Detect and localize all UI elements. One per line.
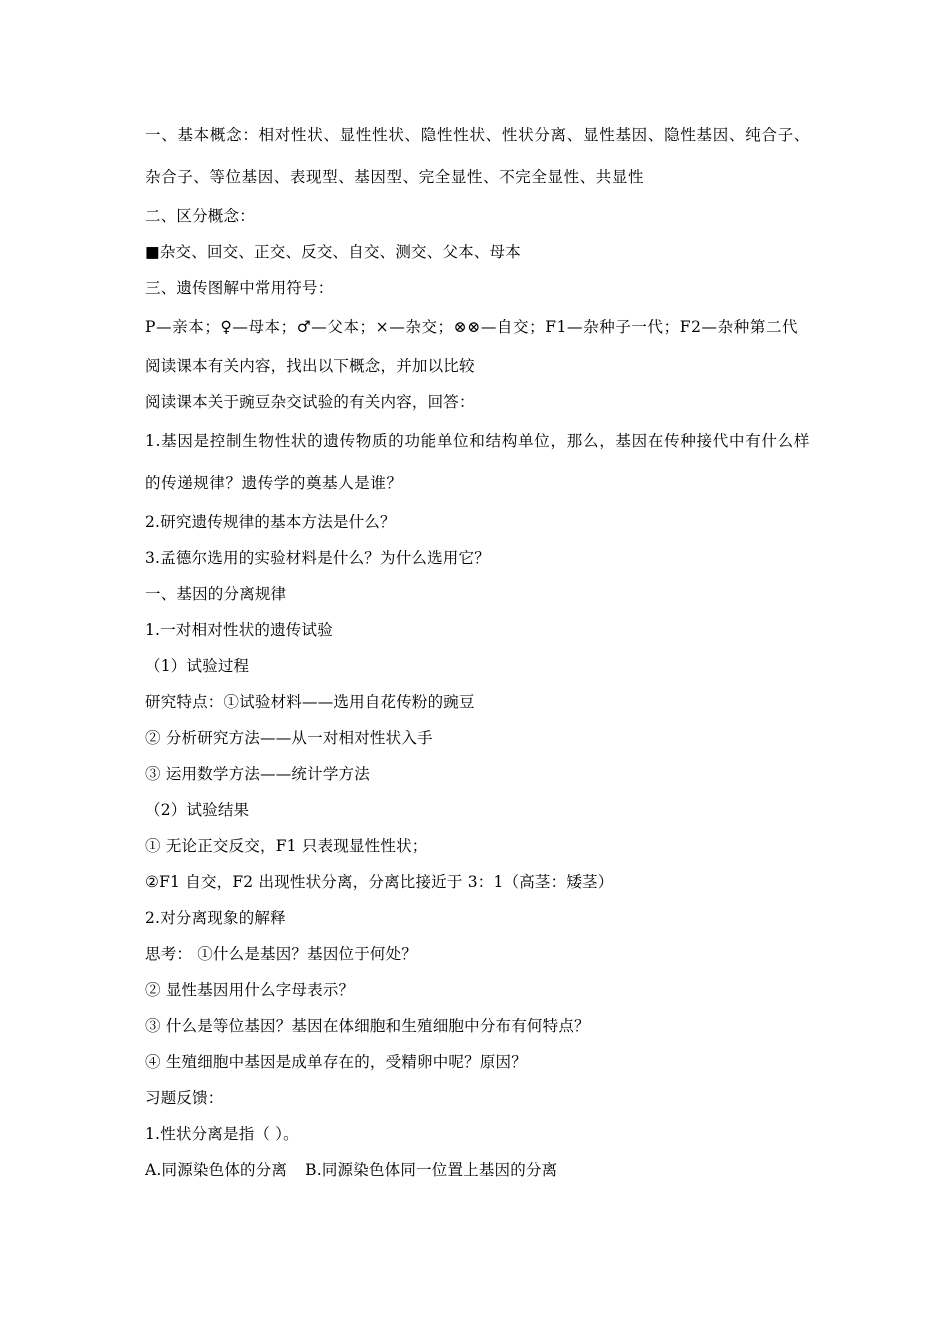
think-question-1: 思考： ①什么是基因？基因位于何处？ <box>145 945 418 963</box>
question-3: 3.孟德尔选用的实验材料是什么？为什么选用它？ <box>145 549 490 567</box>
question-2: 2.研究遗传规律的基本方法是什么？ <box>145 513 396 531</box>
result-1: ① 无论正交反交，F1 只表现显性性状； <box>145 837 428 855</box>
subsection-explanation: 2.对分离现象的解释 <box>145 909 286 927</box>
heading-distinguish-concepts: 二、区分概念： <box>145 207 255 225</box>
reading-instruction-2: 阅读课本关于豌豆杂交试验的有关内容，回答： <box>145 393 475 411</box>
exercise-options <box>145 1152 810 1188</box>
option-b: B.同源染色体同一位置上基因的分离 <box>305 1161 558 1179</box>
think-question-4: ④ 生殖细胞中基因是成单存在的，受精卵中呢？原因？ <box>145 1053 527 1071</box>
exercise-question-1: 1.性状分离是指（ ）。 <box>145 1125 299 1143</box>
think-question-2: ② 显性基因用什么字母表示？ <box>145 981 355 999</box>
think-question-3: ③ 什么是等位基因？基因在体细胞和生殖细胞中分布有何特点？ <box>145 1017 590 1035</box>
experiment-process: （1）试验过程 <box>145 657 250 675</box>
result-2: ②F1 自交，F2 出现性状分离，分离比接近于 3：1（高茎：矮茎） <box>145 873 614 891</box>
heading-genetic-symbols: 三、遗传图解中常用符号： <box>145 279 334 297</box>
document-page <box>145 118 810 1188</box>
paragraph-genetic-symbols: P—亲本；♀—母本；♂—父本；×—杂交；⊗⊗—自交；F1—杂种子一代；F2—杂种第二代 <box>145 318 799 336</box>
option-a: A.同源染色体的分离 <box>145 1161 288 1179</box>
exercise-heading: 习题反馈： <box>145 1089 224 1107</box>
reading-instruction-1: 阅读课本有关内容，找出以下概念，并加以比较 <box>145 357 475 375</box>
question-1: 1.基因是控制生物性状的遗传物质的功能单位和结构单位，那么，基因在传种接代中有什么样的传递规律？遗传学的奠基人是谁？ <box>145 432 810 492</box>
research-feature-2: ② 分析研究方法——从一对相对性状入手 <box>145 729 433 747</box>
experiment-result: （2）试验结果 <box>145 801 250 819</box>
research-feature-3: ③ 运用数学方法——统计学方法 <box>145 765 370 783</box>
section-separation-law: 一、基因的分离规律 <box>145 585 287 603</box>
research-feature-1: 研究特点：①试验材料——选用自花传粉的豌豆 <box>145 693 475 711</box>
list-distinguish-concepts: ■杂交、回交、正交、反交、自交、测交、父本、母本 <box>145 243 521 261</box>
paragraph-basic-concepts: 一、基本概念：相对性状、显性性状、隐性性状、性状分离、显性基因、隐性基因、纯合子、杂合子、等位基因、表现型、基因型、完全显性、不完全显性、共显性 <box>145 126 810 186</box>
subsection-experiment: 1.一对相对性状的遗传试验 <box>145 621 333 639</box>
